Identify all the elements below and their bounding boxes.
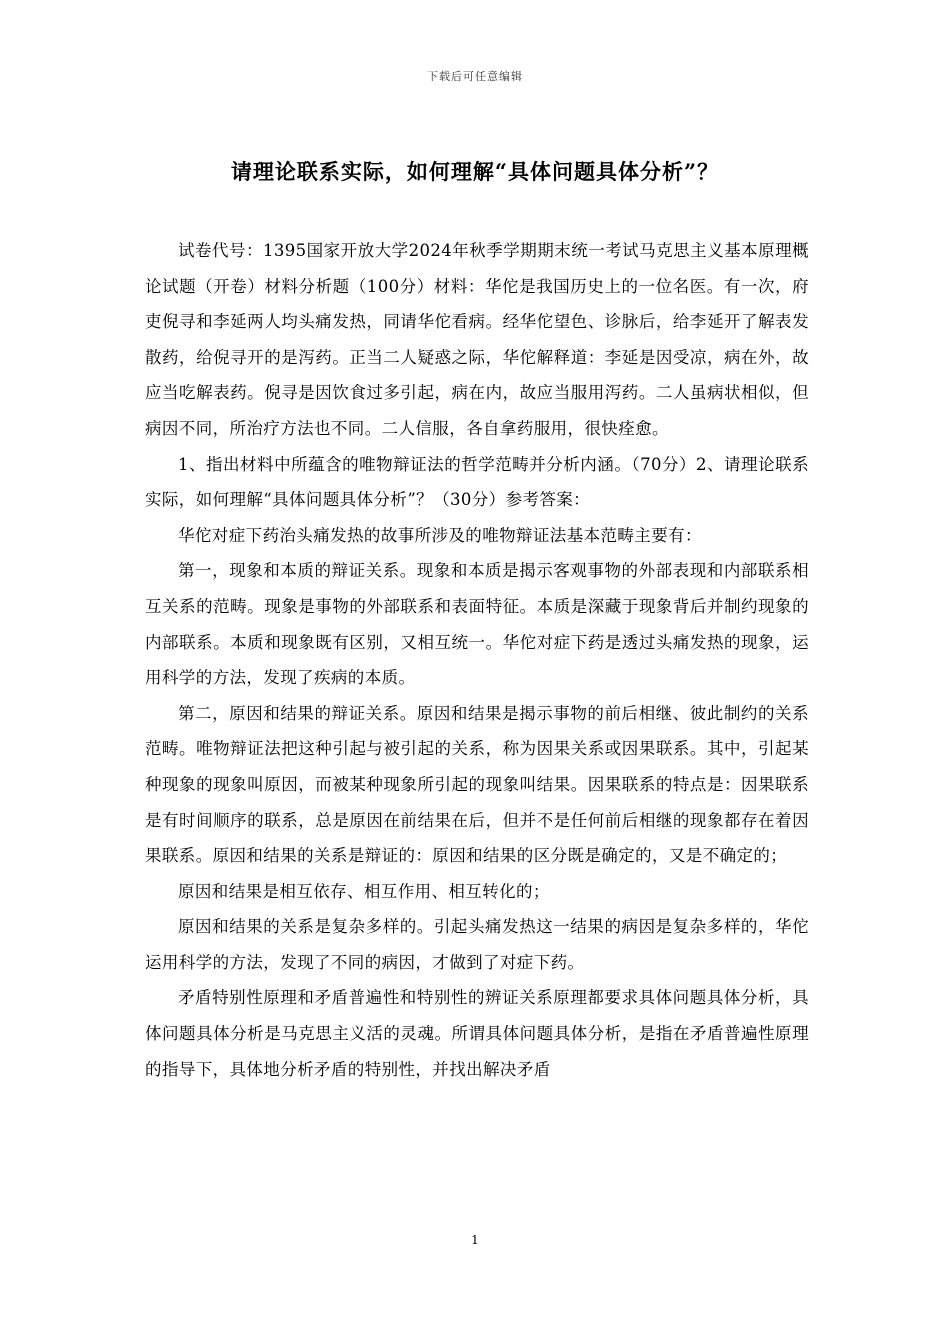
page-number: 1: [471, 1233, 479, 1247]
paragraph-complexity: 原因和结果的关系是复杂多样的。引起头痛发热这一结果的病因是复杂多样的，华佗运用科学的方法，发现了不同的病因，才做到了对症下药。: [145, 917, 809, 972]
paragraph-phenomenon-essence: 第一，现象和本质的辩证关系。现象和本质是揭示客观事物的外部表现和内部联系相互关系的范畴。现象是事物的外部联系和表面特征。本质是深藏于现象背后并制约现象的内部联系。本质和现象既有区别，又相互统一。华佗对症下药是透过头痛发热的现象，运用科学的方法，发现了疾病的本质。: [145, 561, 809, 688]
paragraph-questions: 1、指出材料中所蕴含的唯物辩证法的哲学范畴并分析内涵。（70分）2、请理论联系实际，如何理解“具体问题具体分析”？（30分）参考答案：: [145, 454, 809, 510]
paragraph-interdependence: 原因和结果是相互依存、相互作用、相互转化的；: [178, 881, 550, 901]
paragraph-cause-effect: 第二，原因和结果的辩证关系。原因和结果是揭示事物的前后相继、彼此制约的关系范畴。唯物辩证法把这种引起与被引起的关系，称为因果关系或因果联系。其中，引起某种现象的现象叫原因，而被某种现象所引起的现象叫结果。因果联系的特点是：因果联系是有时间顺序的联系，总是原因在前结果在后，但并不是任何前后相继的现象都存在着因果联系。原因和结果的关系是辩证的：原因和结果的区分既是确定的，又是不确定的；: [145, 703, 809, 866]
document-body: [145, 233, 809, 1087]
page-header: 下载后可任意编辑: [427, 70, 523, 83]
paragraph-material: 试卷代号：1395国家开放大学2024年秋季学期期末统一考试马克思主义基本原理概论试题（开卷）材料分析题（100分）材料：华佗是我国历史上的一位名医。有一次，府吏倪寻和李延两人均头痛发热，同请华佗看病。经华佗望色、诊脉后，给李延开了解表发散药，给倪寻开的是泻药。正当二人疑惑之际，华佗解释道：李延是因受凉，病在外，故应当吃解表药。倪寻是因饮食过多引起，病在内，故应当服用泻药。二人虽病状相似，但病因不同，所治疗方法也不同。二人信服，各自拿药服用，很快痊愈。: [145, 241, 809, 438]
paragraph-answer-intro: 华佗对症下药治头痛发热的故事所涉及的唯物辩证法基本范畴主要有：: [178, 525, 702, 545]
document-title: 请理论联系实际，如何理解“具体问题具体分析”？: [230, 159, 720, 184]
paragraph-concrete-analysis: 矛盾特别性原理和矛盾普遍性和特别性的辨证关系原理都要求具体问题具体分析，具体问题具体分析是马克思主义活的灵魂。所谓具体问题具体分析，是指在矛盾普遍性原理的指导下，具体地分析矛盾的特别性，并找出解决矛盾: [145, 988, 809, 1079]
